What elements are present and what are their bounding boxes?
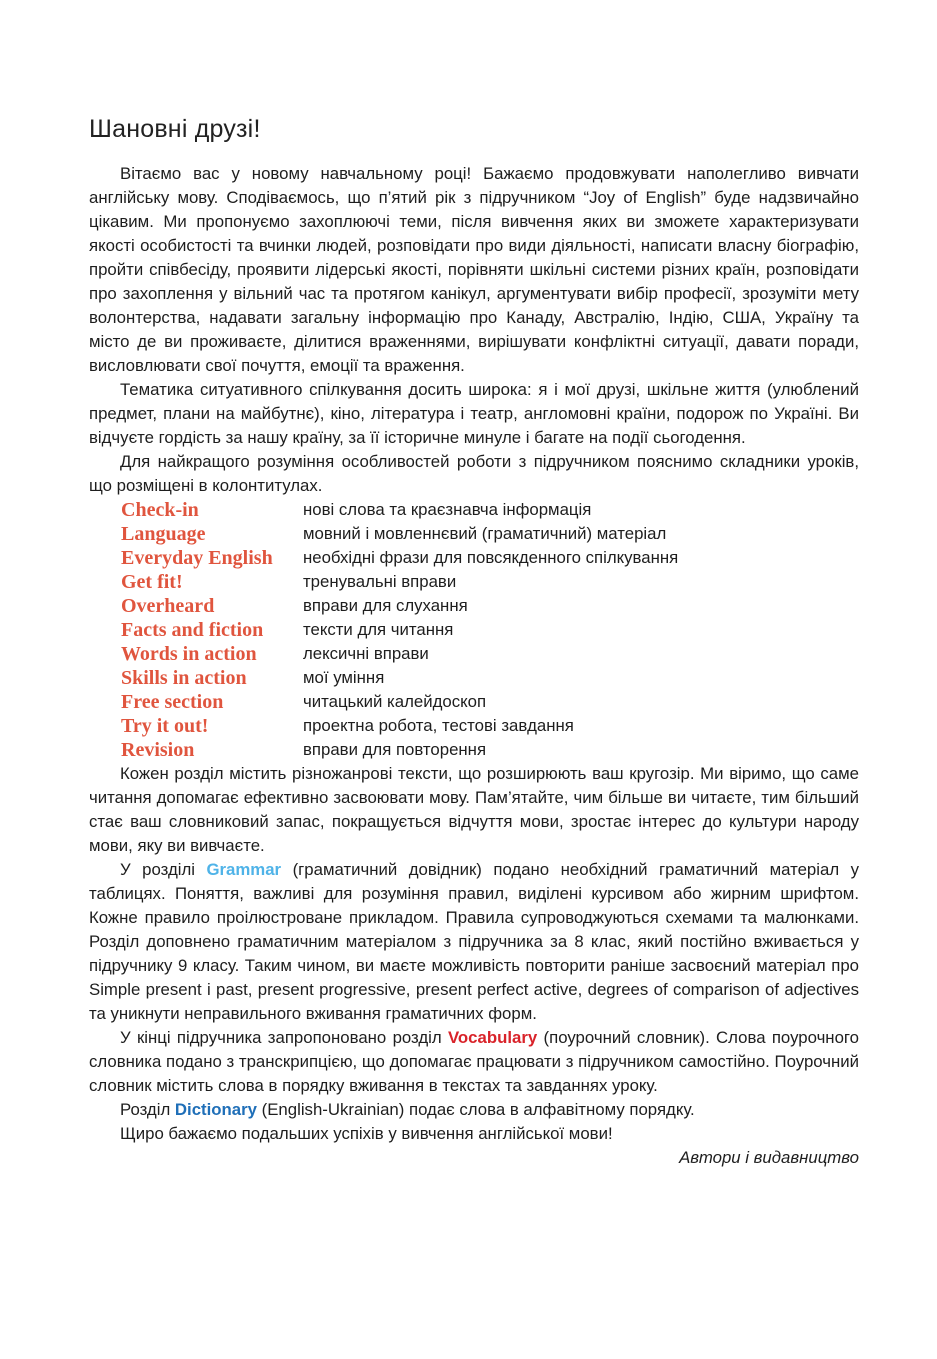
page-content <box>89 112 859 1170</box>
sections-intro-paragraph: Для найкращого розуміння особливостей роботи з підручником пояснимо складники уроків, що розміщені в колонтитулах. <box>89 452 859 495</box>
section-item <box>121 618 859 642</box>
section-item <box>121 522 859 546</box>
section-name: Revision <box>121 739 195 761</box>
vocabulary-text-after: (поурочний словник). Слова поурочного словника подано з транскрипцією, що допомагає працювати з підручником самостійно. Поурочний словник містить слова в порядку вживання в текстах та завданнях уроку. <box>89 1028 859 1095</box>
section-name: Free section <box>121 691 224 713</box>
section-name: Overheard <box>121 595 215 617</box>
section-description: вправи для повторення <box>303 740 487 759</box>
section-name: Get fit! <box>121 571 183 593</box>
section-name: Skills in action <box>121 667 247 689</box>
section-name: Words in action <box>121 643 257 665</box>
wish-paragraph: Щиро бажаємо подальших успіхів у вивчення англійської мови! <box>120 1124 613 1143</box>
signature: Автори і видавництво <box>679 1148 859 1167</box>
section-name: Try it out! <box>121 715 209 737</box>
section-description: лексичні вправи <box>303 644 429 663</box>
section-description: вправи для слухання <box>303 596 468 615</box>
section-item <box>121 714 859 738</box>
dictionary-keyword: Dictionary <box>174 1100 257 1119</box>
section-item <box>121 690 859 714</box>
vocabulary-keyword: Vocabulary <box>447 1028 538 1047</box>
section-description: тренувальні вправи <box>303 572 457 591</box>
page-title: Шановні друзі! <box>89 115 261 143</box>
section-item <box>121 738 859 762</box>
section-item <box>121 498 859 522</box>
grammar-text-after: (граматичний довідник) подано необхідний граматичний матеріал у таблицях. Поняття, важливі для розуміння правил, виділені курсивом або жирним шрифтом. Кожне правило проілюстроване прикладом. Правила супроводжуються схемами та малюнками. Розділ доповнено граматичним матеріалом з підручника за 8 клас, який постійно вживається у підручнику 9 класу. Таким чином, ви маєте можливість повторити раніше засвоєний матеріал про Simple present і past, present progressive, present perfect active, degrees of comparison of adjectives та уникнути неправильного вживання граматичних форм. <box>89 860 859 1023</box>
section-description: необхідні фрази для повсякденного спілкування <box>303 548 679 567</box>
texts-paragraph: Кожен розділ містить різножанрові тексти, що розширюють ваш кругозір. Ми віримо, що саме читання допомагає ефективно засвоювати мову. Пам’ятайте, чим більше ви читаєте, тим більший стає ваш словниковий запас, покращується відчуття мови, зростає інтерес до культури народу мови, яку ви вивчаєте. <box>89 764 859 855</box>
section-description: нові слова та краєзнавча інформація <box>303 500 592 519</box>
section-description: мої уміння <box>303 668 385 687</box>
dictionary-paragraph <box>89 1098 859 1122</box>
section-name: Facts and fiction <box>121 619 264 641</box>
grammar-text-before: У розділі <box>120 860 207 879</box>
dictionary-text-after: (English-Ukrainian) подає слова в алфавітному порядку. <box>256 1100 695 1119</box>
section-description: тексти для читання <box>303 620 454 639</box>
vocabulary-paragraph <box>89 1026 859 1098</box>
grammar-keyword: Grammar <box>206 860 282 879</box>
grammar-paragraph <box>89 858 859 1026</box>
topics-paragraph: Тематика ситуативного спілкування досить широка: я і мої друзі, шкільне життя (улюблений предмет, плани на майбутнє), кіно, література і театр, англомовні країни, подорож по Україні. Ви відчуєте гордість за нашу країну, за її історичне минуле і багате на події сьогодення. <box>89 380 859 447</box>
sections-list <box>121 498 859 762</box>
section-name: Language <box>121 523 206 545</box>
section-item <box>121 642 859 666</box>
section-item <box>121 666 859 690</box>
section-item <box>121 594 859 618</box>
section-item <box>121 570 859 594</box>
section-description: мовний і мовленнєвий (граматичний) матеріал <box>303 524 667 543</box>
section-description: проектна робота, тестові завдання <box>303 716 574 735</box>
vocabulary-text-before: У кінці підручника запропоновано розділ <box>120 1028 448 1047</box>
section-name: Check-in <box>121 499 199 521</box>
dictionary-text-before: Розділ <box>120 1100 175 1119</box>
section-item <box>121 546 859 570</box>
section-name: Everyday English <box>121 547 273 569</box>
intro-paragraph: Вітаємо вас у новому навчальному році! Бажаємо продовжувати наполегливо вивчати англійську мову. Сподіваємось, що п’ятий рік з підручником “Joy of English” буде надзвичайно цікавим. Ми пропонуємо захоплюючі теми, після вивчення яких ви зможете характеризувати якості особистості та вчинки людей, розповідати про види діяльності, написати власну біографію, пройти співбесіду, проявити лідерські якості, порівняти шкільні системи різних країн, розповідати про захоплення у вільний час та протягом канікул, аргументувати вибір професії, зрозуміти мету волонтерства, надавати загальну інформацію про Канаду, Австралію, Індію, США, Україну та місто де ви проживаєте, ділитися враженнями, вирішувати конфліктні ситуації, давати поради, висловлювати свої почуття, емоції та враження. <box>89 164 859 375</box>
section-description: читацький калейдоскоп <box>303 692 487 711</box>
